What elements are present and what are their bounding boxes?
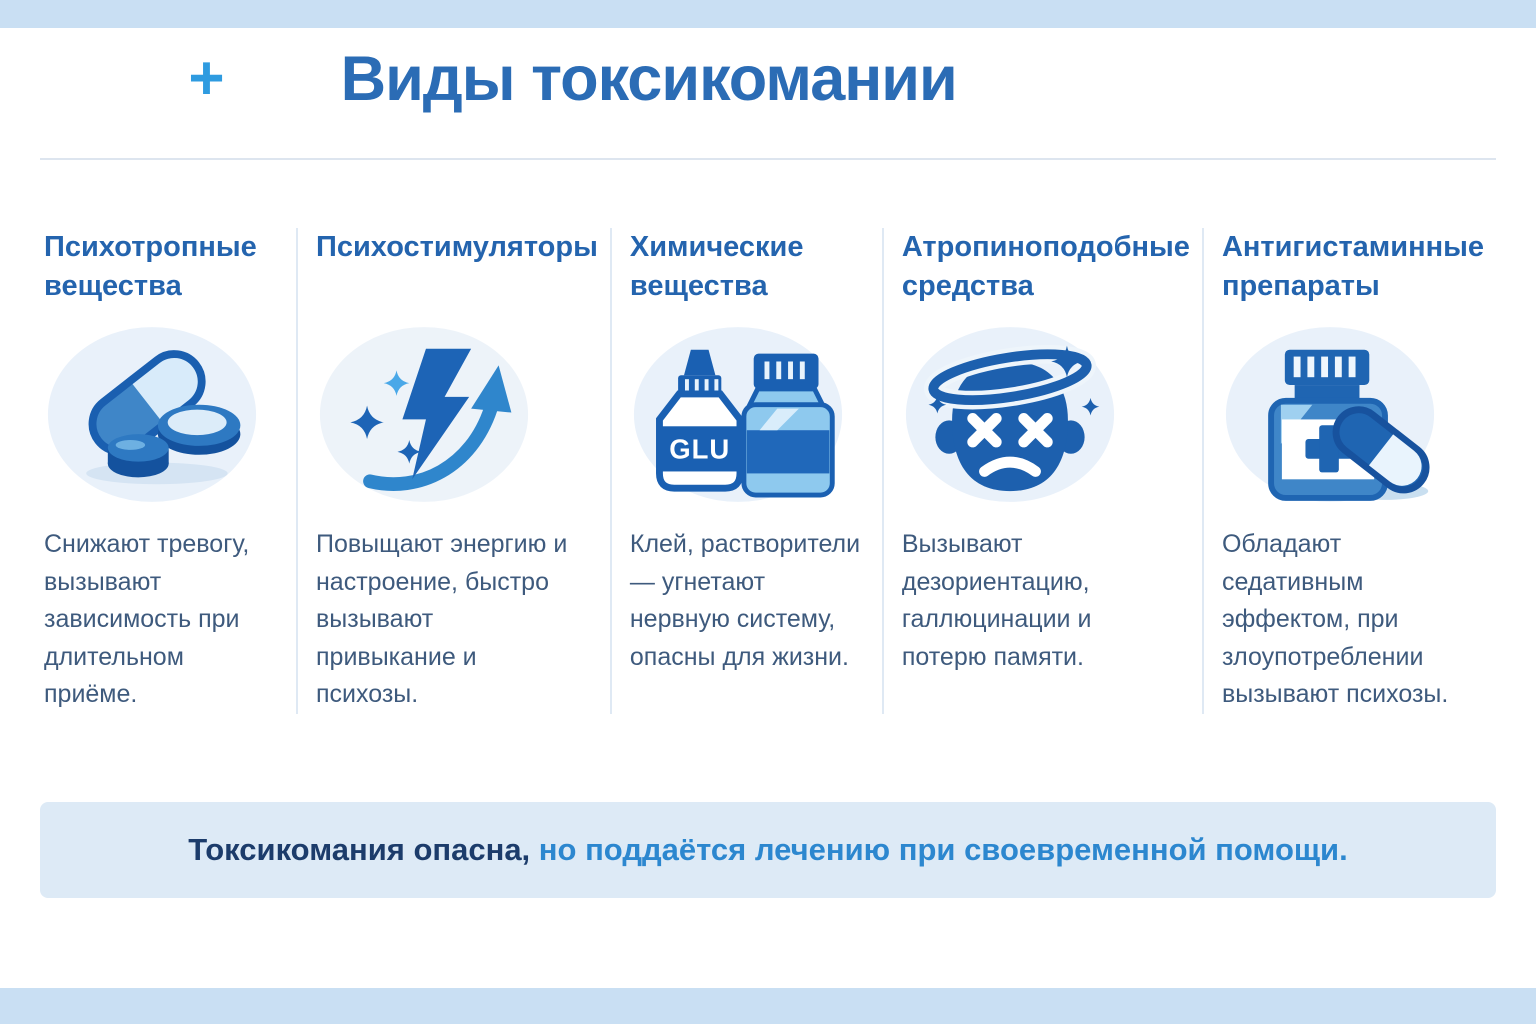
- logo-plus-icon: +: [188, 44, 223, 114]
- icon-wrap: [316, 324, 598, 506]
- top-decor-bar: [0, 0, 1536, 28]
- banner-text-dark: Токсикомания опасна,: [188, 831, 531, 867]
- neo-plus-logo: [56, 44, 223, 114]
- column-title: Атропиноподобные средства: [901, 231, 1190, 303]
- columns-container: [0, 228, 1536, 714]
- glue-solvent-bottles-icon: [630, 324, 846, 506]
- icon-wrap: [1222, 324, 1484, 506]
- column-chemicals: [610, 228, 882, 714]
- icon-wrap: [630, 324, 870, 506]
- footer-banner: [40, 802, 1496, 898]
- column-description: Клей, растворители — угнетают нервную систему, опасны для жизни.: [629, 530, 861, 671]
- column-antihistamines: [1202, 228, 1496, 714]
- icon-wrap: [902, 324, 1190, 506]
- medicine-bottle-capsule-icon: [1222, 324, 1438, 506]
- energy-lightning-icon: [316, 324, 532, 506]
- logo-text: НЕО: [56, 44, 185, 114]
- banner-text-blue: но поддаётся лечению при своевременной помощи.: [530, 831, 1348, 867]
- column-description: Снижают тревогу, вызывают зависимость при длительном приёме.: [44, 530, 250, 709]
- column-description: Повыщают энергию и настроение, быстро вызывают привыкание и психозы.: [316, 530, 568, 709]
- bottom-decor-bar: [0, 988, 1536, 1024]
- dizzy-face-icon: [902, 324, 1118, 506]
- glue-label: GLU: [669, 433, 731, 465]
- column-atropine-like: [882, 228, 1202, 714]
- column-title: Психостимуляторы: [316, 231, 598, 264]
- column-psychotropic: [40, 228, 296, 714]
- column-psychostimulants: [296, 228, 610, 714]
- pills-icon: [44, 324, 260, 506]
- column-description: Вызывают дезориентацию, галлюцинации и потерю памяти.: [901, 530, 1092, 671]
- column-title: Антигистаминные препараты: [1221, 231, 1484, 303]
- column-title: Психотропные вещества: [44, 231, 257, 303]
- column-description: Обладают седативным эффектом, при злоупотреблении вызывают психозы.: [1221, 530, 1449, 709]
- page-title: Виды токсикомании: [340, 44, 957, 114]
- icon-wrap: [44, 324, 284, 506]
- header-divider: [40, 158, 1496, 160]
- column-title: Химические вещества: [629, 231, 804, 303]
